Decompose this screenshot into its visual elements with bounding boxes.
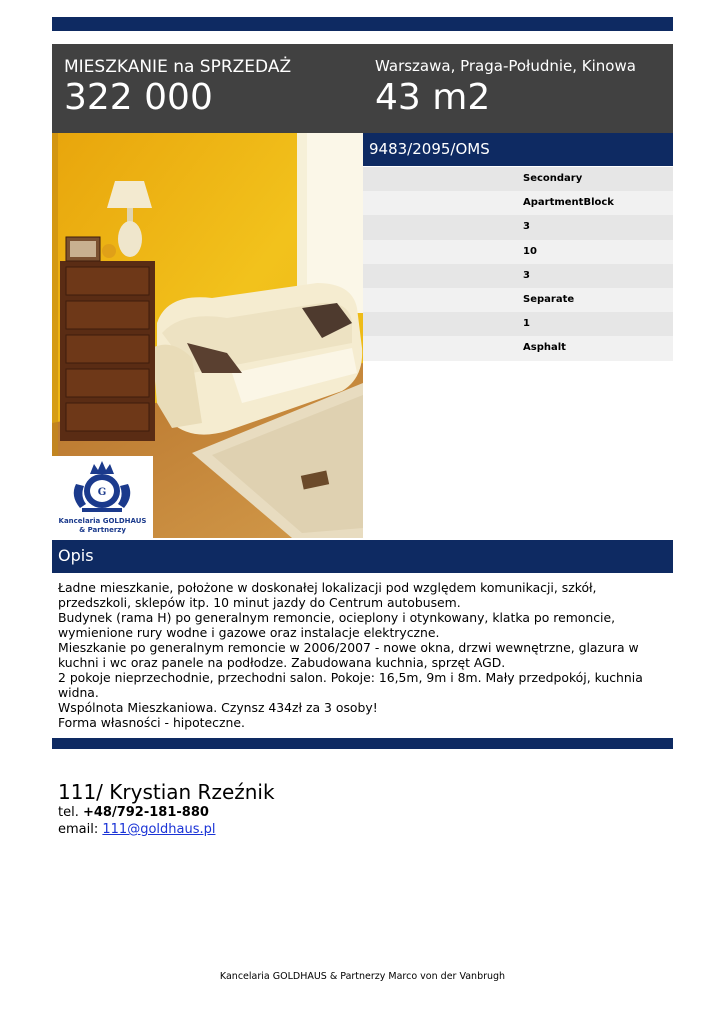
details-value: 1 <box>523 318 530 330</box>
top-accent-bar <box>52 17 673 31</box>
agent-phone: +48/792-181-880 <box>82 805 209 820</box>
description-heading: Opis <box>58 546 94 565</box>
listing-header <box>52 44 673 133</box>
description-paragraph: 2 pokoje nieprzechodnie, przechodni salon. Pokoje: 16,5m, 9m i 8m. Mały przedpokój, kuchnia widna. <box>58 670 643 700</box>
details-value: ApartmentBlock <box>523 197 614 209</box>
details-row <box>363 215 673 239</box>
logo-line1: Kancelaria GOLDHAUS <box>58 517 147 525</box>
details-row <box>363 240 673 264</box>
agent-phone-line <box>58 804 275 821</box>
description-paragraph: Budynek (rama H) po generalnym remoncie, ocieplony i otynkowany, klatka po remoncie, wymienione rury wodne i gazowe oraz instalacje elektryczne. <box>58 610 616 640</box>
details-value: 3 <box>523 221 530 233</box>
agent-email-line <box>58 821 275 838</box>
description-paragraph: Mieszkanie po generalnym remoncie w 2006/2007 - nowe okna, drzwi wewnętrzne, glazura w kuchni i wc oraz panele na podłodze. Zabudowana kuchnia, sprzęt AGD. <box>58 640 639 670</box>
logo-line2: & Partnerzy <box>79 526 126 534</box>
agent-contact <box>58 780 275 838</box>
details-value: Separate <box>523 293 575 305</box>
reference-bar <box>363 133 673 166</box>
area: 43 m2 <box>375 77 491 118</box>
price: 322 000 <box>64 77 213 118</box>
details-value: Secondary <box>523 173 583 184</box>
details-row <box>363 191 673 215</box>
details-value: Asphalt <box>523 342 566 354</box>
details-value: 3 <box>523 269 530 281</box>
description-paragraph: Ładne mieszkanie, położone w doskonałej lokalizacji pod względem komunikacji, szkół, przedszkoli, sklepów itp. 10 minut jazdy do Centrum autobusem. <box>58 580 597 610</box>
agent-name: 111/ Krystian Rzeźnik <box>58 780 275 804</box>
crest-icon <box>52 456 153 516</box>
phone-label: tel. <box>58 805 79 820</box>
reference-number: 9483/2095/OMS <box>369 140 490 158</box>
description-text <box>58 580 670 730</box>
agent-email-link[interactable]: 111@goldhaus.pl <box>102 822 216 837</box>
description-heading-bar <box>52 540 673 573</box>
offer-type: MIESZKANIE na SPRZEDAŻ <box>64 57 292 77</box>
description-paragraph: Forma własności - hipoteczne. <box>58 715 245 730</box>
agency-logo <box>52 456 153 538</box>
bottom-accent-bar <box>52 738 673 749</box>
location: Warszawa, Praga-Południe, Kinowa <box>375 57 636 75</box>
description-paragraph: Wspólnota Mieszkaniowa. Czynsz 434zł za 3 osoby! <box>58 700 378 715</box>
footer-text: Kancelaria GOLDHAUS & Partnerzy Marco von der Vanbrugh <box>219 971 506 982</box>
details-table <box>363 167 673 361</box>
details-row <box>363 336 673 360</box>
details-value: 10 <box>523 245 537 257</box>
details-row <box>363 312 673 336</box>
details-row <box>363 288 673 312</box>
details-row <box>363 167 673 191</box>
email-label: email: <box>58 822 99 837</box>
svg-text:G: G <box>97 487 107 498</box>
details-row <box>363 264 673 288</box>
